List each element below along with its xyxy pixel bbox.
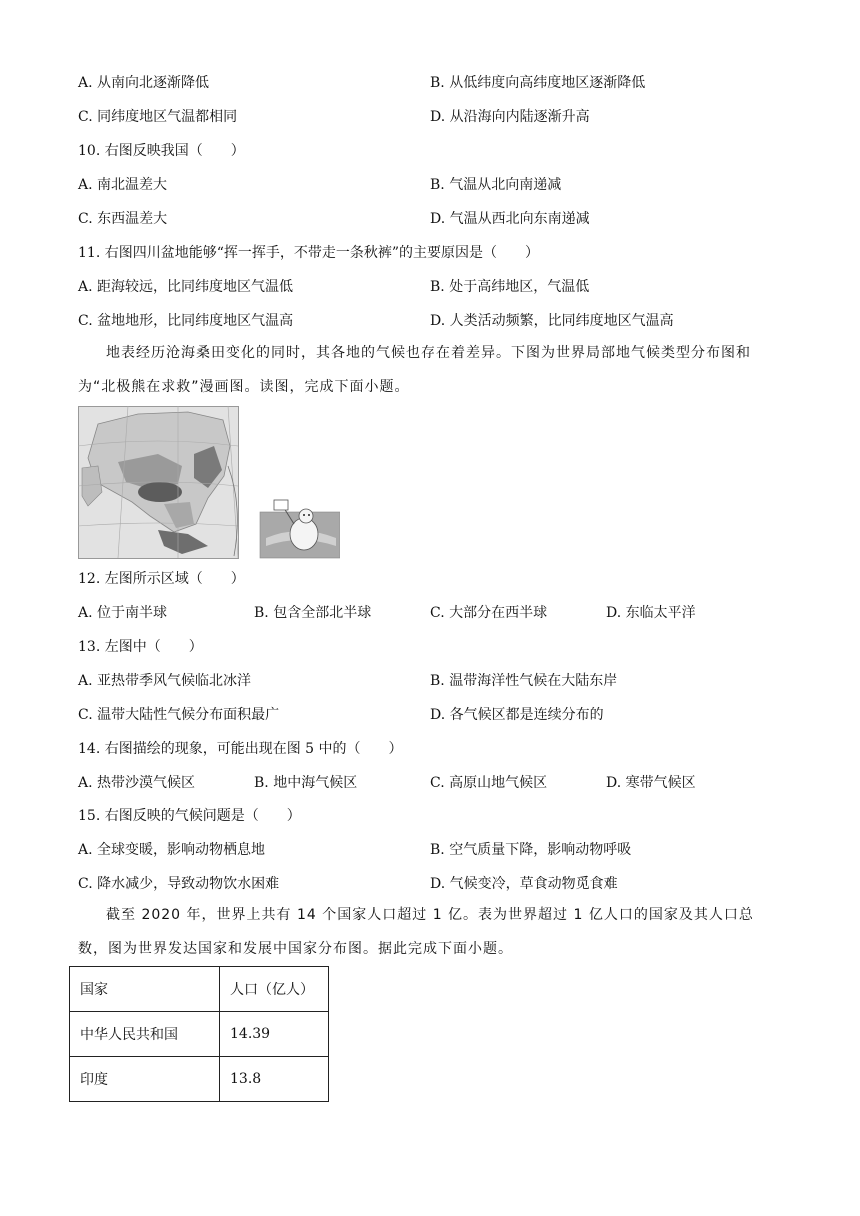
table-header-row	[70, 967, 329, 1012]
table-cell-country: 中华人民共和国	[70, 1012, 220, 1057]
q14-option-d: D. 寒带气候区	[606, 775, 696, 791]
q12-option-c: C. 大部分在西半球	[430, 605, 548, 621]
q11-stem: 11. 右图四川盆地能够“挥一挥手，不带走一条秋裤”的主要原因是（ ）	[78, 245, 540, 261]
q11-option-a: A. 距海较远，比同纬度地区气温低	[78, 279, 294, 295]
q12-option-d: D. 东临太平洋	[606, 605, 696, 621]
q10-option-c: C. 东西温差大	[78, 211, 168, 227]
q14-option-c: C. 高原山地气候区	[430, 775, 548, 791]
q10-option-d: D. 气温从西北向东南递减	[430, 211, 590, 227]
table-cell-population: 13.8	[220, 1057, 329, 1102]
table-header-country: 国家	[70, 967, 220, 1012]
q13-option-d: D. 各气候区都是连续分布的	[430, 707, 604, 723]
q11-option-b: B. 处于高纬地区，气温低	[430, 279, 590, 295]
q15-option-a: A. 全球变暖，影响动物栖息地	[78, 842, 266, 858]
q9-option-b: B. 从低纬度向高纬度地区逐渐降低	[430, 75, 646, 91]
q13-stem: 13. 左图中（ ）	[78, 639, 203, 655]
q14-option-a: A. 热带沙漠气候区	[78, 775, 196, 791]
q12-option-b: B. 包含全部北半球	[254, 605, 372, 621]
intro-paragraph-population: 截至 2020 年，世界上共有 14 个国家人口超过 1 亿。表为世界超过 1 亿人口的国家及其人口总数，图为世界发达国家和发展中国家分布图。据此完成下面小题。	[78, 907, 754, 957]
q9-option-c: C. 同纬度地区气温都相同	[78, 109, 238, 125]
table-cell-country: 印度	[70, 1057, 220, 1102]
q15-stem: 15. 右图反映的气候问题是（ ）	[78, 808, 301, 824]
climate-map-figure	[78, 406, 340, 560]
q12-option-a: A. 位于南半球	[78, 605, 168, 621]
q12-stem: 12. 左图所示区域（ ）	[78, 571, 245, 587]
q10-option-b: B. 气温从北向南递减	[430, 177, 562, 193]
q15-option-c: C. 降水减少，导致动物饮水困难	[78, 876, 280, 892]
table-row	[70, 1012, 329, 1057]
q11-option-c: C. 盆地地形，比同纬度地区气温高	[78, 313, 294, 329]
table-row	[70, 1057, 329, 1102]
q10-option-a: A. 南北温差大	[78, 177, 168, 193]
q15-option-d: D. 气候变冷，草食动物觅食难	[430, 876, 618, 892]
q13-option-c: C. 温带大陆性气候分布面积最广	[78, 707, 280, 723]
table-cell-population: 14.39	[220, 1012, 329, 1057]
q14-option-b: B. 地中海气候区	[254, 775, 358, 791]
q15-option-b: B. 空气质量下降，影响动物呼吸	[430, 842, 632, 858]
q14-stem: 14. 右图描绘的现象，可能出现在图 5 中的（ ）	[78, 741, 403, 757]
intro-paragraph-climate: 地表经历沧海桑田变化的同时，其各地的气候也存在着差异。下图为世界局部地气候类型分布图和为“北极熊在求救”漫画图。读图，完成下面小题。	[78, 345, 751, 395]
q9-option-d: D. 从沿海向内陆逐渐升高	[430, 109, 590, 125]
q9-option-a: A. 从南向北逐渐降低	[78, 75, 210, 91]
q10-stem: 10. 右图反映我国（ ）	[78, 143, 245, 159]
table-header-population: 人口（亿人）	[220, 967, 329, 1012]
q13-option-b: B. 温带海洋性气候在大陆东岸	[430, 673, 618, 689]
population-table	[69, 966, 329, 1102]
q13-option-a: A. 亚热带季风气候临北冰洋	[78, 673, 252, 689]
q11-option-d: D. 人类活动频繁，比同纬度地区气温高	[430, 313, 674, 329]
